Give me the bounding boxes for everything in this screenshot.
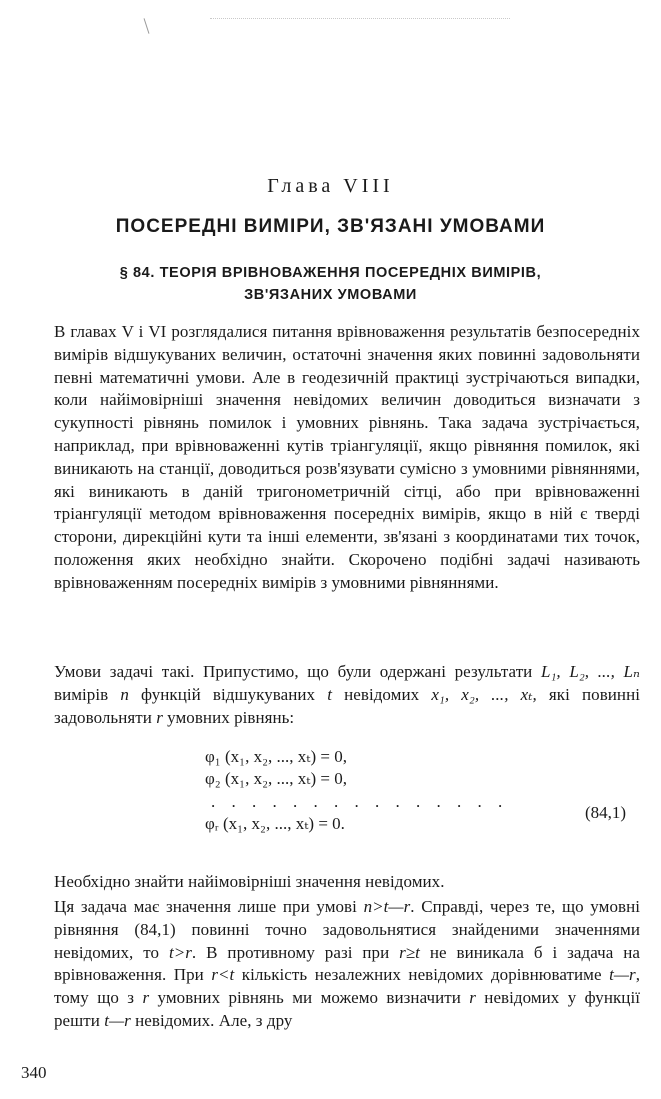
paragraph-analysis-text-2: . Справді, через те, що умовні рівняння (84,1) повинні точно задовольнятися знайденими значеннями невідомих, то bbox=[54, 897, 640, 962]
condition-equations bbox=[205, 746, 509, 836]
section-title bbox=[0, 262, 661, 306]
paragraph-conditions-text-4: невідомих bbox=[332, 684, 432, 704]
equation-r: φᵣ (x₁, x₂, ..., xₜ) = 0. bbox=[205, 814, 345, 834]
condition-inequality-1: n>t—r bbox=[363, 897, 411, 916]
paragraph-analysis-text-7: умовних рівнянь ми можемо визначити bbox=[149, 988, 470, 1008]
paragraph-analysis-text-5: кількість незалежних невідомих дорівнюватиме bbox=[234, 965, 610, 985]
section-title-line-2: ЗВ'ЯЗАНИХ УМОВАМИ bbox=[244, 287, 417, 303]
condition-inequality-3: r≥t bbox=[399, 942, 420, 962]
condition-count-symbol: r bbox=[156, 707, 163, 727]
chapter-title: ПОСЕРЕДНІ ВИМІРИ, ЗВ'ЯЗАНІ УМОВАМИ bbox=[115, 216, 546, 237]
measurement-count-symbol: n bbox=[120, 684, 129, 704]
paragraph-conditions-text-3: функцій відшукуваних bbox=[128, 684, 328, 704]
paragraph-analysis bbox=[54, 896, 640, 1033]
scan-mark bbox=[210, 18, 510, 21]
unknowns-list: x₁, x₂, ..., xₜ, bbox=[431, 684, 537, 704]
unknown-count-symbol: t bbox=[327, 684, 332, 704]
section-title-line-1: § 84. ТЕОРІЯ ВРІВНОВАЖЕННЯ ПОСЕРЕДНІХ ВИМІРІВ, bbox=[119, 265, 542, 281]
paragraph-analysis-text-6: , тому що з bbox=[54, 965, 640, 1008]
equation-2: φ₂ (x₁, x₂, ..., xₜ) = 0, bbox=[205, 769, 347, 789]
chapter-label: Глава VIII bbox=[267, 175, 394, 197]
paragraph-conditions-text-6: умовних рівнянь: bbox=[162, 707, 295, 727]
paragraph-analysis-text-9: невідомих. Але, з дру bbox=[130, 1010, 293, 1030]
difference-symbol-2: t—r bbox=[104, 1010, 131, 1030]
condition-count-symbol-2: r bbox=[142, 988, 150, 1008]
difference-symbol-1: t—r bbox=[609, 965, 636, 985]
condition-inequality-4: r<t bbox=[211, 965, 235, 985]
paragraph-conditions-text-1: Умови задачі такі. Припустимо, що були одержані результати bbox=[54, 662, 541, 681]
page-number: 340 bbox=[21, 1063, 47, 1082]
paragraph-analysis-text-4: не виникала б і задача на врівноваження. При bbox=[54, 942, 640, 985]
paragraph-conditions-text-5: які повинні задовольняти bbox=[54, 684, 641, 727]
paragraph-goal: Необхідно знайти найімовірніші значення невідомих. bbox=[54, 872, 445, 891]
paragraph-conditions bbox=[54, 661, 640, 729]
paragraph-analysis-text-8: невідомих у функції решти bbox=[54, 988, 640, 1030]
equation-ellipsis: . . . . . . . . . . . . . . . bbox=[211, 791, 509, 811]
paragraph-intro: В главах V і VI розглядалися питання врівноваження результатів безпосередніх вимірів відшукуваних величин, остаточні значення яких повинні задовольняти певні математичні умови. Але в геодезичній практиці зустрічаються випадки, коли найімовірніші значення невідомих величин доводиться визначати з сукупності рівнянь помилок і умовних рівнянь. Така задача зустрічається, наприклад, при врівноваженні кутів тріангуляції, якщо рівняння помилок, які виникають на станції, доводиться розв'язувати сумісно з умовними рівняннями, які виникають в даній тригонометричній сітці, або при врівноваженні тріангуляції методом врівноваження посередніх вимірів, якщо в ній є тверді сторони, дирекційні кути та інші елементи, зв'язані з координатами тих точок, положення яких необхідно знайти. Скорочено подібні задачі називають врівноваженням посередніх вимірів з умовними рівняннями. bbox=[54, 322, 640, 592]
paragraph-analysis-text-3: . В противному разі при bbox=[191, 942, 400, 962]
paragraph-conditions-text-2: вимірів bbox=[54, 684, 121, 704]
measurements-results: L₁, L₂, ..., Lₙ bbox=[540, 662, 640, 681]
equation-1: φ₁ (x₁, x₂, ..., xₜ) = 0, bbox=[205, 747, 347, 766]
equation-number: (84,1) bbox=[585, 803, 627, 822]
condition-count-symbol-3: r bbox=[469, 988, 476, 1008]
scan-tick-mark bbox=[144, 18, 150, 34]
condition-inequality-2: t>r bbox=[168, 942, 192, 962]
paragraph-analysis-text-1: Ця задача має значення лише при умові bbox=[54, 897, 364, 916]
